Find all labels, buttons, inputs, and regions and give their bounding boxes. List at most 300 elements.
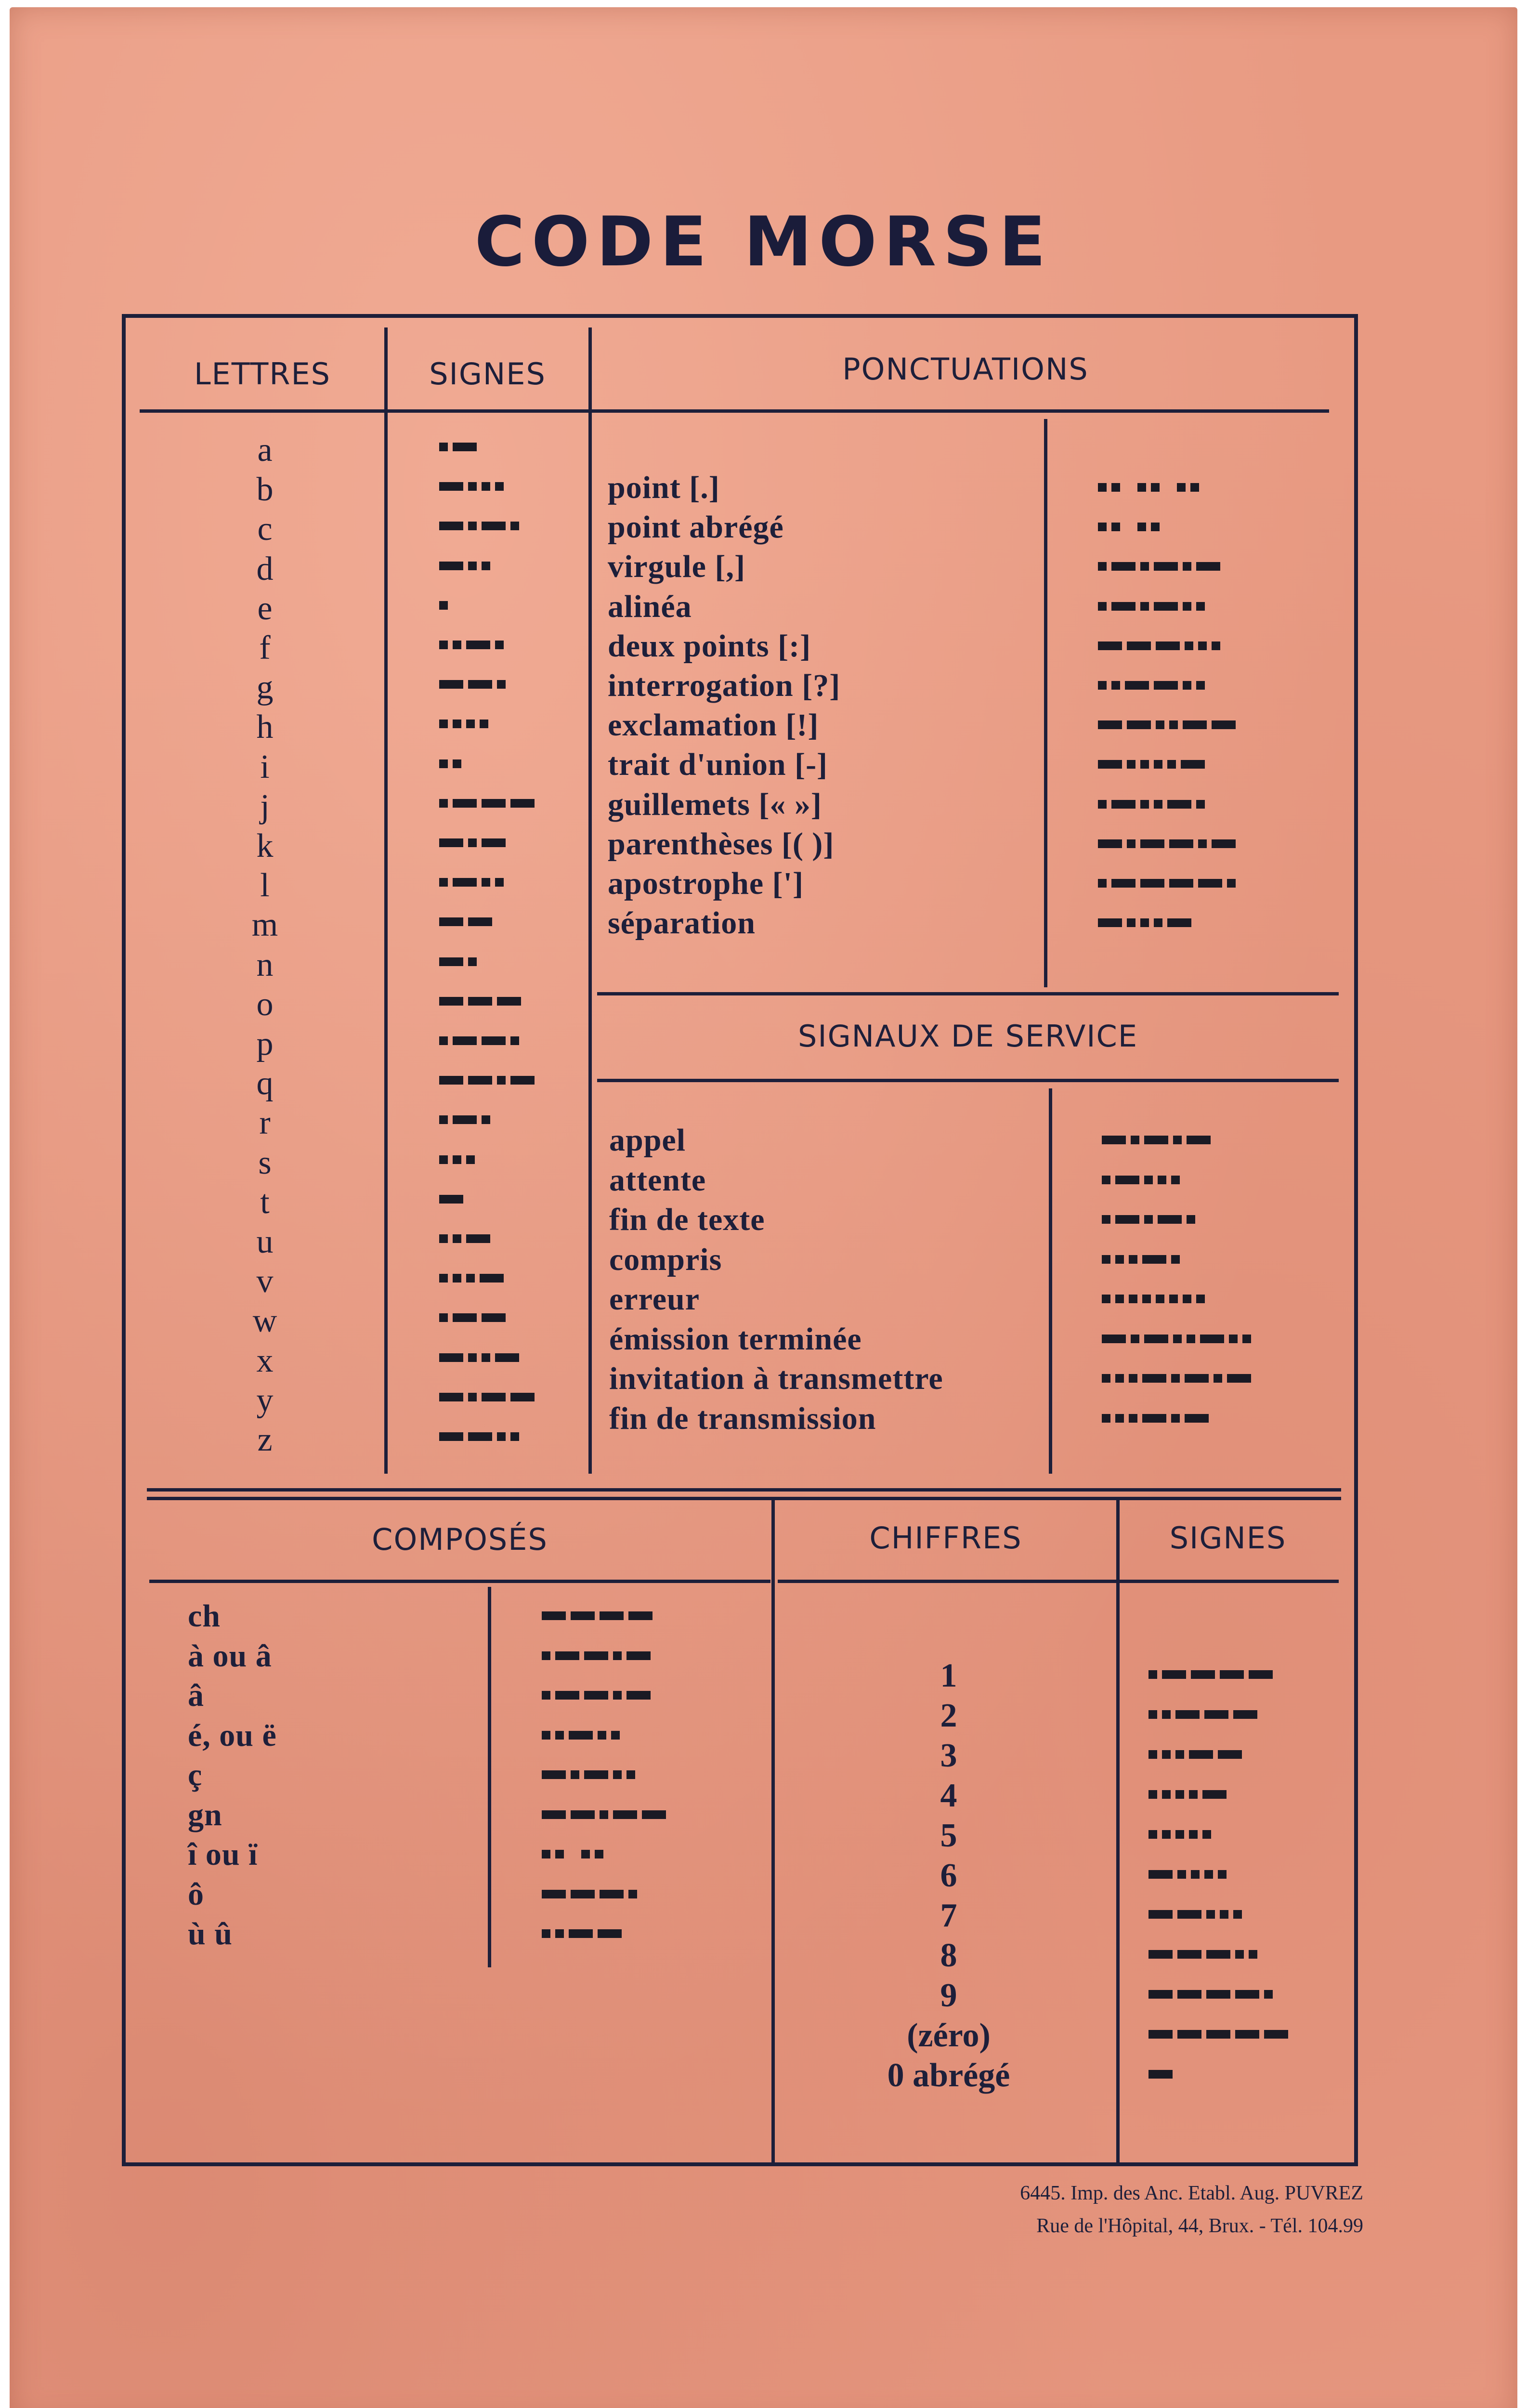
morse-dot (1227, 879, 1236, 888)
morse-dot (1173, 1335, 1182, 1343)
morse-dot (1183, 562, 1191, 571)
divider-signaux-signs (1049, 1088, 1052, 1474)
morse-dot (439, 720, 448, 728)
morse-punctuation (1098, 917, 1196, 928)
morse-letter-t (439, 1194, 468, 1204)
morse-dash (628, 1611, 653, 1620)
morse-dash (439, 482, 463, 491)
letter-z: z (257, 1421, 273, 1458)
morse-service (1102, 1334, 1256, 1344)
morse-dot (1098, 879, 1107, 888)
morse-dot (482, 1115, 490, 1124)
morse-dot (439, 878, 448, 887)
morse-punctuation (1098, 680, 1210, 691)
morse-letter-u (439, 1233, 495, 1244)
morse-dash (571, 1890, 595, 1898)
morse-dot (1149, 1710, 1157, 1719)
header-signes: SIGNES (429, 356, 546, 392)
divider-lettres-signes (384, 327, 388, 1474)
morse-dot (1198, 641, 1207, 650)
morse-dot (468, 838, 477, 847)
digit-label: 5 (940, 1817, 957, 1854)
morse-dot (628, 1890, 637, 1898)
morse-dot (1111, 483, 1120, 492)
morse-dot (1173, 1136, 1182, 1144)
morse-dot (466, 720, 475, 728)
morse-dash (1206, 2030, 1230, 2039)
morse-compose (542, 1849, 608, 1859)
morse-dash (1169, 839, 1193, 848)
morse-dot (1175, 1750, 1184, 1759)
morse-dash (1154, 681, 1178, 690)
morse-dot (1098, 523, 1107, 531)
morse-letter-s (439, 1154, 480, 1165)
morse-letter-p (439, 1035, 524, 1046)
morse-dash (571, 1611, 595, 1620)
letter-u: u (256, 1223, 274, 1260)
morse-dash (468, 680, 492, 689)
morse-letter-c (439, 521, 524, 531)
digit-label: 8 (940, 1937, 957, 1974)
morse-dot (482, 482, 490, 491)
morse-letter-f (439, 640, 509, 650)
morse-dot (1183, 681, 1191, 690)
divider-composes-chiffres (771, 1500, 775, 2162)
morse-dot (1162, 1830, 1171, 1839)
morse-dash (555, 1651, 579, 1660)
letter-k: k (256, 827, 274, 864)
morse-dash (439, 562, 463, 570)
morse-dash (453, 443, 477, 451)
morse-dot (1183, 1295, 1191, 1303)
morse-dash (1191, 1670, 1215, 1679)
letter-f: f (259, 629, 271, 667)
morse-compose (542, 1809, 671, 1820)
morse-dash (1127, 720, 1151, 729)
morse-dot (1242, 1335, 1251, 1343)
morse-dash (1102, 1335, 1126, 1343)
morse-dot (1206, 1910, 1215, 1919)
morse-dot (1233, 1910, 1242, 1919)
letter-c: c (257, 510, 273, 548)
morse-dot (1154, 918, 1162, 927)
morse-dot (482, 878, 490, 887)
morse-dash (1200, 1335, 1224, 1343)
letter-i: i (260, 748, 270, 785)
compose-label: é, ou ë (188, 1717, 277, 1753)
morse-dot (1204, 1870, 1213, 1879)
morse-dot (453, 759, 461, 768)
morse-dot (613, 1651, 622, 1660)
morse-punctuation (1098, 720, 1240, 730)
morse-dot (1140, 918, 1149, 927)
morse-dash (1149, 1990, 1173, 1999)
morse-digit (1149, 1909, 1247, 1920)
morse-dot (1142, 1295, 1151, 1303)
morse-compose (542, 1889, 642, 1899)
service-label: compris (609, 1242, 722, 1277)
morse-dot (1098, 483, 1107, 492)
morse-dash (1169, 879, 1193, 888)
morse-dot (1220, 1910, 1228, 1919)
morse-dash (1115, 1215, 1139, 1224)
morse-dot (1131, 1136, 1139, 1144)
morse-dot (1202, 1830, 1211, 1839)
morse-letter-y (439, 1392, 539, 1402)
morse-dash (1144, 1136, 1168, 1144)
morse-dot (1127, 760, 1135, 769)
letter-g: g (256, 669, 274, 707)
morse-dot (1158, 1176, 1166, 1184)
morse-dash (1187, 1136, 1211, 1144)
morse-dash (482, 1393, 506, 1401)
morse-dot (1177, 1870, 1186, 1879)
morse-dot (1102, 1374, 1110, 1383)
morse-dash (1264, 2030, 1288, 2039)
morse-dot (1162, 1710, 1171, 1719)
morse-digit (1149, 1749, 1247, 1760)
letter-l: l (260, 867, 270, 904)
morse-dot (598, 1731, 606, 1740)
service-label: appel (609, 1123, 686, 1158)
morse-dash (600, 1890, 624, 1898)
morse-dot (1171, 1374, 1180, 1383)
morse-digit (1149, 1829, 1216, 1840)
morse-dot (1115, 1374, 1124, 1383)
morse-digit (1149, 2069, 1177, 2080)
morse-dot (1149, 1670, 1157, 1679)
morse-dot (1229, 1335, 1238, 1343)
morse-dot (1187, 1335, 1195, 1343)
morse-dash (439, 1393, 463, 1401)
punctuation-label: trait d'union [-] (608, 747, 828, 783)
punctuation-label: exclamation [!] (608, 707, 819, 743)
morse-dot (1144, 1176, 1153, 1184)
morse-punctuation (1098, 641, 1225, 651)
morse-digit (1149, 1989, 1278, 2000)
morse-dot (600, 1810, 608, 1819)
letter-p: p (256, 1025, 274, 1062)
morse-dash (626, 1691, 651, 1700)
morse-dot (626, 1770, 635, 1779)
morse-dot (571, 1770, 579, 1779)
digit-label: 4 (940, 1777, 957, 1814)
morse-punctuation (1098, 561, 1225, 572)
morse-dash (1227, 1374, 1251, 1383)
morse-dash (1149, 1870, 1173, 1879)
morse-dash (439, 1432, 463, 1441)
morse-dot (1189, 1790, 1198, 1799)
morse-dot (1102, 1215, 1110, 1224)
morse-dash (1162, 1670, 1186, 1679)
morse-punctuation (1098, 759, 1210, 770)
morse-dot (1212, 641, 1220, 650)
morse-dash (1144, 1335, 1168, 1343)
morse-dash (480, 1274, 504, 1283)
morse-dash (1102, 1136, 1126, 1144)
morse-dash (1142, 1255, 1166, 1264)
morse-dot (1191, 1870, 1200, 1879)
header-lettres: LETTRES (194, 356, 331, 392)
digit-label: 9 (940, 1977, 957, 2014)
header-signaux: SIGNAUX DE SERVICE (797, 1019, 1138, 1054)
morse-dot (510, 522, 519, 530)
morse-dot (453, 1234, 461, 1243)
morse-dash (495, 1353, 519, 1362)
morse-dash (1111, 602, 1135, 611)
compose-label: ch (188, 1598, 221, 1634)
letter-s: s (258, 1144, 272, 1181)
morse-dot (1102, 1176, 1110, 1184)
morse-digit (1149, 1789, 1231, 1800)
morse-letter-r (439, 1114, 495, 1125)
morse-dot (1137, 483, 1146, 492)
morse-digit (1149, 1869, 1231, 1880)
morse-dash (1111, 800, 1135, 809)
morse-dot (542, 1651, 550, 1660)
morse-dash (439, 1195, 463, 1204)
morse-dot (495, 482, 504, 491)
morse-dash (439, 917, 463, 926)
digit-label: 0 abrégé (887, 2057, 1010, 2094)
morse-dot (542, 1691, 550, 1700)
morse-dash (468, 1076, 492, 1085)
morse-dash (584, 1770, 608, 1779)
morse-dot (1187, 1215, 1195, 1224)
punctuation-label: guillemets [« »] (608, 786, 822, 822)
morse-dot (1115, 1295, 1124, 1303)
morse-dot (595, 1850, 603, 1858)
morse-dash (1127, 641, 1151, 650)
morse-dot (453, 720, 461, 728)
morse-dash (584, 1691, 608, 1700)
morse-dot (497, 1432, 506, 1441)
morse-dot (1162, 1790, 1171, 1799)
digit-label: (zéro) (907, 2017, 991, 2054)
letter-m: m (251, 906, 278, 944)
morse-dot (542, 1850, 550, 1858)
morse-dot (1140, 602, 1149, 611)
morse-dash (1149, 1910, 1173, 1919)
morse-dot (439, 1234, 448, 1243)
morse-dash (453, 1036, 477, 1045)
morse-dash (453, 1115, 477, 1124)
morse-dot (1144, 1215, 1153, 1224)
morse-dot (1196, 1295, 1205, 1303)
punctuation-label: interrogation [?] (608, 668, 841, 703)
rule-below-signaux (597, 1079, 1339, 1082)
morse-dash (569, 1929, 593, 1938)
morse-dash (613, 1810, 637, 1819)
morse-dot (497, 1076, 506, 1085)
morse-dot (1127, 918, 1135, 927)
morse-digit (1149, 1669, 1278, 1680)
morse-dash (1167, 918, 1191, 927)
morse-dash (468, 917, 492, 926)
morse-dash (1212, 720, 1236, 729)
morse-dot (1196, 800, 1205, 809)
morse-dot (1129, 1374, 1137, 1383)
morse-dot (495, 878, 504, 887)
punctuation-label: point [.] (608, 470, 720, 505)
morse-dash (1249, 1670, 1273, 1679)
divider-chiffres-signes (1116, 1500, 1120, 2162)
morse-letter-b (439, 481, 509, 492)
digit-label: 6 (940, 1857, 957, 1894)
morse-dash (439, 1353, 463, 1362)
morse-dot (1102, 1255, 1110, 1264)
morse-dash (1154, 562, 1178, 571)
morse-dot (1115, 1255, 1124, 1264)
morse-dot (439, 443, 448, 451)
morse-dot (1140, 760, 1149, 769)
letter-v: v (256, 1263, 274, 1300)
morse-dash (598, 1929, 622, 1938)
morse-dot (1169, 720, 1178, 729)
morse-dash (1177, 1990, 1201, 1999)
morse-dash (1140, 839, 1164, 848)
morse-dot (1129, 1295, 1137, 1303)
morse-dash (1111, 562, 1135, 571)
morse-dot (495, 641, 504, 649)
rule-below-chiffres (778, 1580, 1339, 1583)
morse-dash (1206, 1990, 1230, 1999)
morse-dash (542, 1890, 566, 1898)
morse-dot (468, 562, 477, 570)
morse-letter-e (439, 600, 453, 611)
header-signes-chiffres: SIGNES (1169, 1520, 1287, 1556)
morse-dot (1175, 1830, 1184, 1839)
morse-digit (1149, 2029, 1293, 2040)
morse-dash (466, 641, 490, 649)
morse-dash (1206, 1950, 1230, 1959)
morse-dash (542, 1810, 566, 1819)
digit-label: 2 (940, 1697, 957, 1734)
morse-dash (453, 878, 477, 887)
morse-dash (1177, 2030, 1201, 2039)
compose-label: ç (188, 1757, 203, 1793)
morse-dash (439, 680, 463, 689)
morse-dot (439, 1036, 448, 1045)
morse-dot (542, 1929, 550, 1938)
punctuation-label: virgule [,] (608, 549, 745, 585)
morse-dot (1156, 1295, 1164, 1303)
compose-label: ù û (188, 1916, 233, 1951)
morse-dash (1177, 1910, 1201, 1919)
morse-letter-h (439, 719, 493, 729)
morse-dot (510, 1432, 519, 1441)
morse-service (1102, 1294, 1210, 1304)
morse-dash (510, 1393, 535, 1401)
letter-o: o (256, 985, 274, 1023)
morse-dot (1169, 1295, 1178, 1303)
morse-dash (482, 522, 506, 530)
rule-below-composes (149, 1580, 770, 1583)
morse-dot (1098, 602, 1107, 611)
morse-dot (1235, 1950, 1244, 1959)
morse-dash (439, 1076, 463, 1085)
morse-dot (1198, 839, 1207, 848)
morse-letter-x (439, 1352, 524, 1363)
morse-dot (510, 1036, 519, 1045)
morse-dash (1212, 839, 1236, 848)
morse-dash (571, 1810, 595, 1819)
morse-dash (1098, 760, 1122, 769)
morse-dot (1218, 1870, 1227, 1879)
morse-punctuation (1098, 601, 1210, 612)
letter-x: x (256, 1342, 274, 1379)
morse-dot (468, 482, 477, 491)
morse-letter-g (439, 679, 510, 690)
morse-punctuation (1098, 878, 1240, 889)
letter-y: y (256, 1381, 274, 1419)
morse-dot (1098, 800, 1107, 809)
morse-dot (1249, 1950, 1257, 1959)
morse-dot (482, 1353, 490, 1362)
morse-letter-m (439, 916, 497, 927)
morse-dash (1149, 1950, 1173, 1959)
morse-dash (1220, 1670, 1244, 1679)
morse-dash (1140, 879, 1164, 888)
printer-line-1: 6445. Imp. des Anc. Etabl. Aug. PUVREZ (1020, 2182, 1363, 2204)
morse-dot (453, 1155, 461, 1164)
morse-dash (1202, 1790, 1227, 1799)
header-composes: COMPOSÉS (372, 1522, 548, 1557)
morse-dot (1149, 1790, 1157, 1799)
morse-dot (1171, 1255, 1180, 1264)
morse-dot (613, 1770, 622, 1779)
morse-dot (1149, 1830, 1157, 1839)
morse-service (1102, 1373, 1256, 1384)
morse-dash (439, 522, 463, 530)
morse-dash (1098, 641, 1122, 650)
morse-dot (439, 641, 448, 649)
morse-dot (611, 1731, 620, 1740)
morse-letter-z (439, 1431, 524, 1442)
morse-dash (482, 1313, 506, 1322)
morse-dot (1183, 602, 1191, 611)
morse-dash (1233, 1710, 1257, 1719)
morse-dot (453, 1274, 461, 1283)
digit-label: 1 (940, 1657, 957, 1694)
divider-signes-ponct (588, 327, 592, 1474)
morse-dash (1235, 2030, 1259, 2039)
morse-dot (468, 1353, 477, 1362)
morse-compose (542, 1690, 655, 1701)
morse-dot (1131, 1335, 1139, 1343)
service-label: émission terminée (609, 1321, 862, 1357)
morse-dash (1177, 1950, 1201, 1959)
morse-dot (482, 562, 490, 570)
morse-dash (497, 997, 521, 1006)
morse-dot (613, 1691, 622, 1700)
divider-ponct-signs (1044, 419, 1047, 987)
morse-dot (439, 1274, 448, 1283)
morse-dot (555, 1929, 564, 1938)
divider-composes-signs (488, 1587, 491, 1967)
morse-service (1102, 1413, 1214, 1424)
morse-dot (1167, 760, 1176, 769)
morse-dash (1204, 1710, 1228, 1719)
morse-dot (1115, 1414, 1124, 1423)
morse-dot (1190, 483, 1199, 492)
morse-dot (439, 1313, 448, 1322)
morse-dash (1218, 1750, 1242, 1759)
morse-dot (1111, 523, 1120, 531)
morse-dash (1149, 2070, 1173, 2079)
letter-b: b (256, 471, 274, 509)
morse-dot (453, 641, 461, 649)
